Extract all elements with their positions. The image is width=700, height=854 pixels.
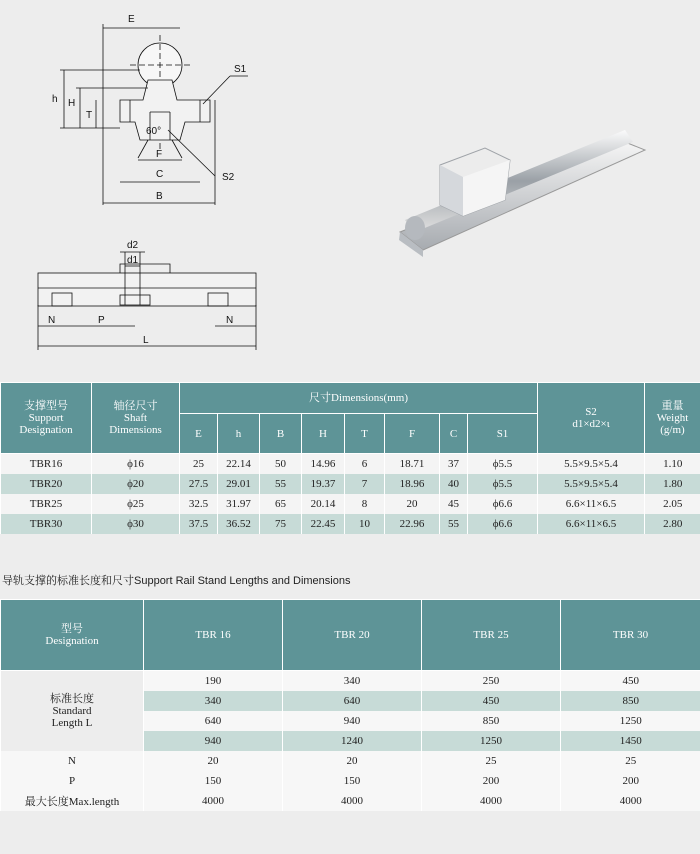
head-designation: 型号 Designation — [1, 600, 144, 671]
head-e: E — [180, 414, 218, 454]
label-f: F — [156, 149, 163, 160]
table-row: TBR30 ϕ30 37.5 36.52 75 22.45 10 22.96 55 ϕ6.6 6.6×11×6.5 2.80 — [1, 514, 700, 534]
label-e: E — [128, 14, 135, 25]
table-row: TBR16 ϕ16 25 22.14 50 14.96 6 18.71 37 ϕ5.5 5.5×9.5×5.4 1.10 — [1, 454, 700, 475]
head-tbr16: TBR 16 — [144, 600, 283, 671]
head-h: h — [218, 414, 260, 454]
label-H: H — [68, 98, 76, 109]
label-c: C — [156, 169, 164, 180]
table-row: 最大长度Max.length 4000 4000 4000 4000 — [1, 791, 700, 811]
spec-table — [0, 382, 700, 534]
head-support: 支撑型号 Support Designation — [1, 383, 92, 454]
label-d1: d1 — [127, 255, 139, 266]
head-dimensions: 尺寸Dimensions(mm) — [180, 383, 538, 414]
table-row: TBR25 ϕ25 32.5 31.97 65 20.14 8 20 45 ϕ6.6 6.6×11×6.5 2.05 — [1, 494, 700, 514]
length-table-title: 导轨支撑的标准长度和尺寸Support Rail Stand Lengths and Dimensions — [2, 575, 351, 587]
table-row: 340 640 450 850 — [1, 691, 700, 711]
head-tbr20: TBR 20 — [283, 600, 422, 671]
length-table — [0, 599, 700, 811]
head-t: T — [345, 414, 385, 454]
head-tbr25: TBR 25 — [422, 600, 561, 671]
head-s2: S2 d1×d2×ι — [538, 383, 645, 454]
head-b: B — [260, 414, 302, 454]
table-row: 940 1240 1250 1450 — [1, 731, 700, 751]
label-l: L — [143, 335, 149, 346]
head-H: H — [302, 414, 345, 454]
label-h: h — [52, 94, 58, 105]
head-c: C — [440, 414, 468, 454]
head-tbr30: TBR 30 — [561, 600, 700, 671]
label-s2: S2 — [222, 172, 235, 183]
rail-product-image — [385, 120, 685, 265]
standard-length-label: 标准长度 Standard Length L — [1, 671, 144, 752]
label-n-left: N — [48, 315, 56, 326]
label-b: B — [156, 191, 163, 202]
table-row: 标准长度 Standard Length L 190 340 250 450 — [1, 671, 700, 692]
label-p: P — [98, 315, 105, 326]
table-row: TBR20 ϕ20 27.5 29.01 55 19.37 7 18.96 40 ϕ5.5 5.5×9.5×5.4 1.80 — [1, 474, 700, 494]
head-s1: S1 — [468, 414, 538, 454]
table-row: N 20 20 25 25 — [1, 751, 700, 771]
head-f: F — [385, 414, 440, 454]
label-s1: S1 — [234, 64, 247, 75]
head-weight: 重量 Weight (g/m) — [645, 383, 700, 454]
label-t: T — [86, 110, 93, 121]
label-n-right: N — [226, 315, 234, 326]
label-d2: d2 — [127, 240, 139, 251]
table-row: P 150 150 200 200 — [1, 771, 700, 791]
table-row: 640 940 850 1250 — [1, 711, 700, 731]
label-60: 60° — [146, 126, 162, 137]
head-shaft: 轴径尺寸 Shaft Dimensions — [92, 383, 180, 454]
